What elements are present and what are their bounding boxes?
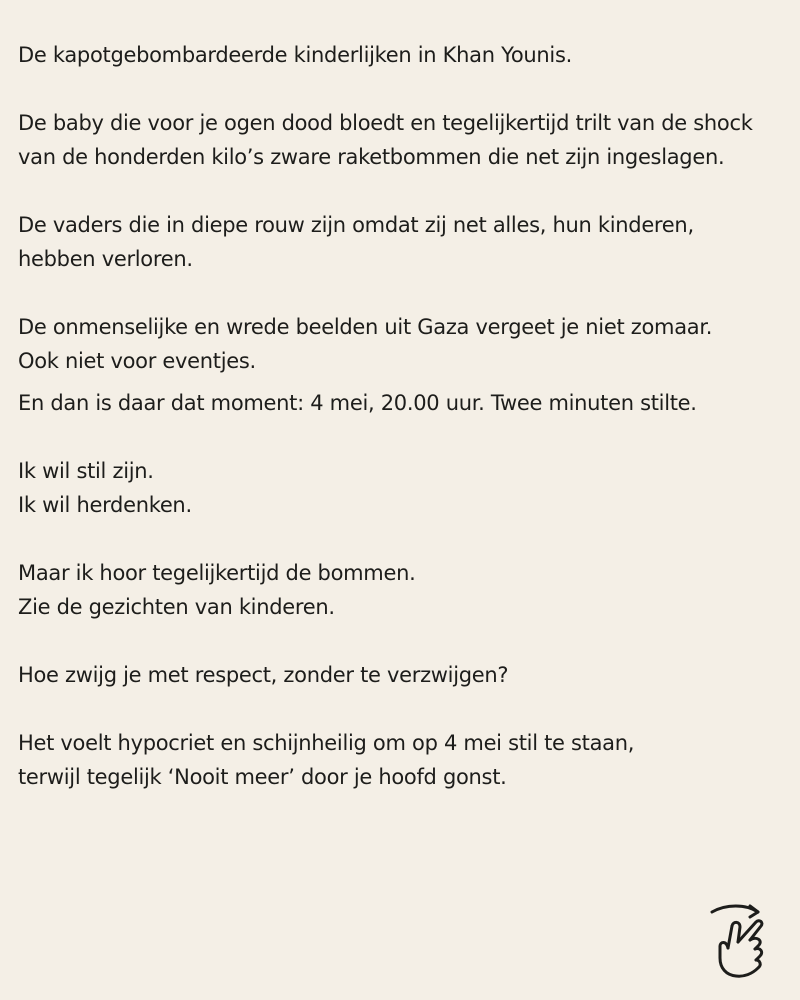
paragraph-9-line-1: Het voelt hypocriet en schijnheilig om op 4 mei stil te staan, — [18, 731, 635, 755]
paragraph-7-line-1: Maar ik hoor tegelijkertijd de bommen. — [18, 561, 416, 585]
paragraph-6-line-2: Ik wil herdenken. — [18, 493, 192, 517]
swipe-hand-icon[interactable] — [706, 902, 774, 980]
paragraph-4-line-1: De onmenselijke en wrede beelden uit Gaza vergeet je niet zomaar. — [18, 315, 713, 339]
paragraph-4-line-2: Ook niet voor eventjes. — [18, 349, 256, 373]
paragraph-6-line-1: Ik wil stil zijn. — [18, 459, 154, 483]
paragraph-3-line-1: De vaders die in diepe rouw zijn omdat zij net alles, hun kinderen, — [18, 213, 694, 237]
paragraph-9-line-2: terwijl tegelijk ‘Nooit meer’ door je hoofd gonst. — [18, 765, 507, 789]
paragraph-2-line-2: van de honderden kilo’s zware raketbommen die net zijn ingeslagen. — [18, 145, 725, 169]
paragraph-1-line-1: De kapotgebombardeerde kinderlijken in Khan Younis. — [18, 43, 572, 67]
paragraph-5-line-1: En dan is daar dat moment: 4 mei, 20.00 uur. Twee minuten stilte. — [18, 391, 697, 415]
paragraph-2-line-1: De baby die voor je ogen dood bloedt en tegelijkertijd trilt van de shock — [18, 111, 753, 135]
paragraph-8-line-1: Hoe zwijg je met respect, zonder te verzwijgen? — [18, 663, 509, 687]
paragraph-3-line-2: hebben verloren. — [18, 247, 193, 271]
paragraph-7-line-2: Zie de gezichten van kinderen. — [18, 595, 335, 619]
article-text — [18, 38, 788, 794]
